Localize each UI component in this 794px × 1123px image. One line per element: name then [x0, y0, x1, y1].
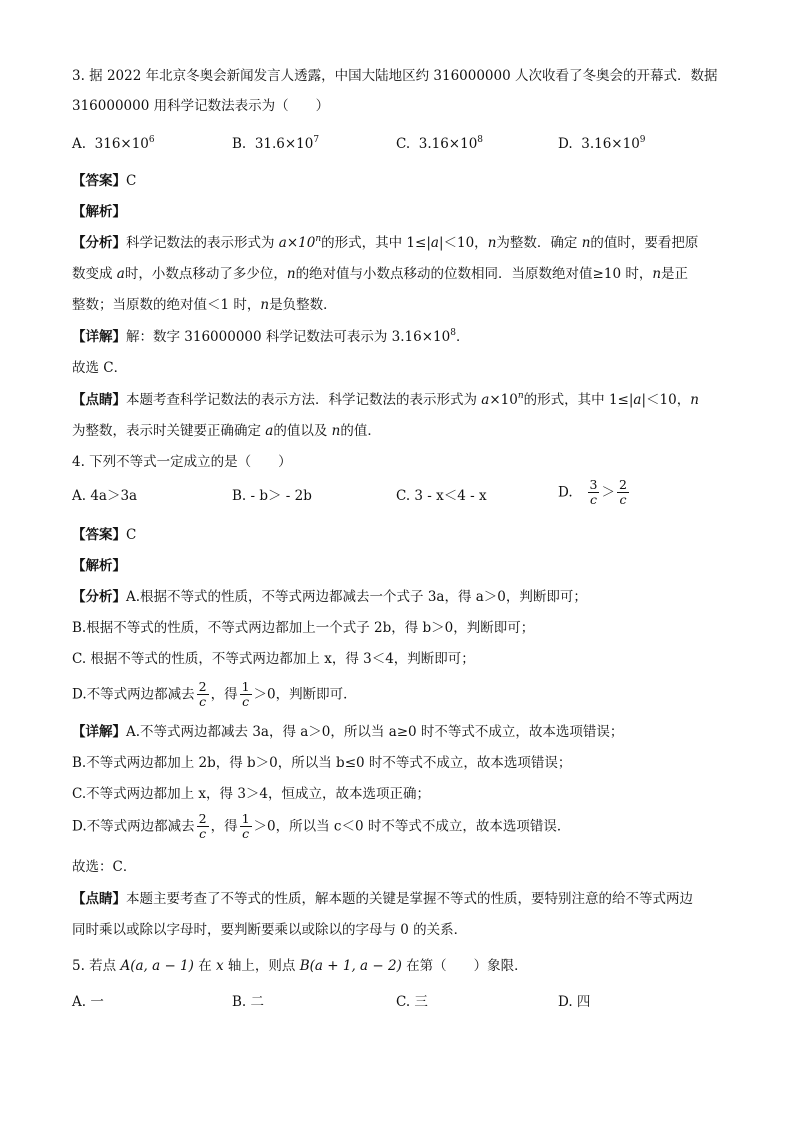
q5-option-a: A. 一 — [72, 994, 104, 1010]
q4-option-d-fraction-right: $\frac{2}{c}$ — [618, 477, 627, 507]
q3-stem-line-1: 3. 据 2022 年北京冬奥会新闻发言人透露，中国大陆地区约 316000000 人次收看了冬奥会的开幕式．数据 — [72, 68, 718, 84]
fraction: $\frac{1}{c}$ — [241, 679, 250, 709]
q3-option-d: D. $3.16\times 10^9$ — [558, 135, 646, 152]
q3-option-a: A. $316\times 10^6$ — [72, 135, 155, 152]
q4-dianjing-line-2: 同时乘以或除以字母时，要判断要乘以或除以的字母与 0 的关系． — [72, 922, 468, 938]
q3-conclusion: 故选 C． — [72, 360, 128, 376]
q5-option-b: B. 二 — [232, 994, 265, 1010]
q3-option-b: B. $31.6\times 10^7$ — [232, 135, 320, 152]
q5-option-c: C. 三 — [396, 994, 428, 1010]
q4-option-d: D. $\frac{3}{c}$ ＞ $\frac{2}{c}$ — [558, 477, 627, 507]
q4-xiangjie-b: B.不等式两边都加上 2b，得 b＞0，所以当 b≤0 时不等式不成立，故本选项错误； — [72, 755, 572, 771]
q3-answer: 【答案】C — [72, 173, 137, 189]
q3-dianjing-line-2: 为整数，表示时关键要正确确定 a的值以及 n的值． — [72, 423, 381, 439]
q3-stem-line-2: 316000000 用科学记数法表示为（ ） — [72, 98, 330, 114]
fraction: $\frac{2}{c}$ — [198, 811, 207, 841]
q4-answer: 【答案】C — [72, 527, 137, 543]
q4-option-c: C. 3 - x＜4 - x — [396, 488, 487, 504]
q5-option-d: D. 四 — [558, 994, 591, 1010]
q3-analysis-heading: 【解析】 — [72, 204, 126, 220]
q4-fenxi-b: B.根据不等式的性质，不等式两边都加上一个式子 2b，得 b＞0，判断即可； — [72, 620, 535, 636]
q3-fenxi-line-3: 整数；当原数的绝对值＜1 时，n是负整数． — [72, 297, 337, 313]
q4-fenxi-a: 【分析】A.根据不等式的性质，不等式两边都减去一个式子 3a，得 a＞0，判断即可； — [72, 589, 587, 605]
q4-stem: 4. 下列不等式一定成立的是（ ） — [72, 454, 292, 470]
q4-option-a: A. 4a＞3a — [72, 488, 138, 504]
q4-fenxi-d: D.不等式两边都减去 $\frac{2}{c}$ ，得 $\frac{1}{c}$ ＞0，判断即可． — [72, 679, 357, 709]
q4-analysis-heading: 【解析】 — [72, 558, 126, 574]
q3-dianjing-line-1: 【点睛】本题考查科学记数法的表示方法．科学记数法的表示形式为 $a\times 10^n$的形式，其中 1≤|a|＜10，n — [72, 391, 699, 408]
q4-xiangjie-a: 【详解】A.不等式两边都减去 3a，得 a＞0，所以当 a≥0 时不等式不成立，故本选项错误； — [72, 724, 624, 740]
q3-fenxi-line-1: 【分析】科学记数法的表示形式为 $a\times 10^n$的形式，其中 1≤|a|＜10，n为整数．确定 n的值时，要看把原 — [72, 234, 699, 251]
q4-xiangjie-d: D.不等式两边都减去 $\frac{2}{c}$ ，得 $\frac{1}{c}$ ＞0，所以当 c＜0 时不等式不成立，故本选项错误． — [72, 811, 571, 841]
q3-xiangjie: 【详解】解：数字 316000000 科学记数法可表示为 $3.16\times 10^8$． — [72, 328, 470, 345]
q4-option-d-fraction-left: $\frac{3}{c}$ — [589, 477, 598, 507]
fraction: $\frac{2}{c}$ — [198, 679, 207, 709]
q5-stem: 5. 若点 A(a, a − 1) 在 x 轴上，则点 B(a + 1, a − 2) 在第（ ）象限． — [72, 958, 528, 974]
q4-fenxi-c: C. 根据不等式的性质，不等式两边都加上 x，得 3＜4，判断即可； — [72, 651, 475, 667]
q4-xiangjie-c: C.不等式两边都加上 x，得 3＞4，恒成立，故本选项正确； — [72, 786, 431, 802]
q4-option-b: B. - b＞ - 2b — [232, 488, 312, 504]
q3-fenxi-line-2: 数变成 a时，小数点移动了多少位，n的绝对值与小数点移动的位数相同．当原数绝对值≥10 时，n是正 — [72, 266, 689, 282]
q3-option-c: C. $3.16\times 10^8$ — [396, 135, 484, 152]
q4-dianjing-line-1: 【点睛】本题主要考查了不等式的性质，解本题的关键是掌握不等式的性质，要特别注意的给不等式两边 — [72, 891, 693, 907]
fraction: $\frac{1}{c}$ — [241, 811, 250, 841]
q4-conclusion: 故选：C． — [72, 859, 137, 875]
